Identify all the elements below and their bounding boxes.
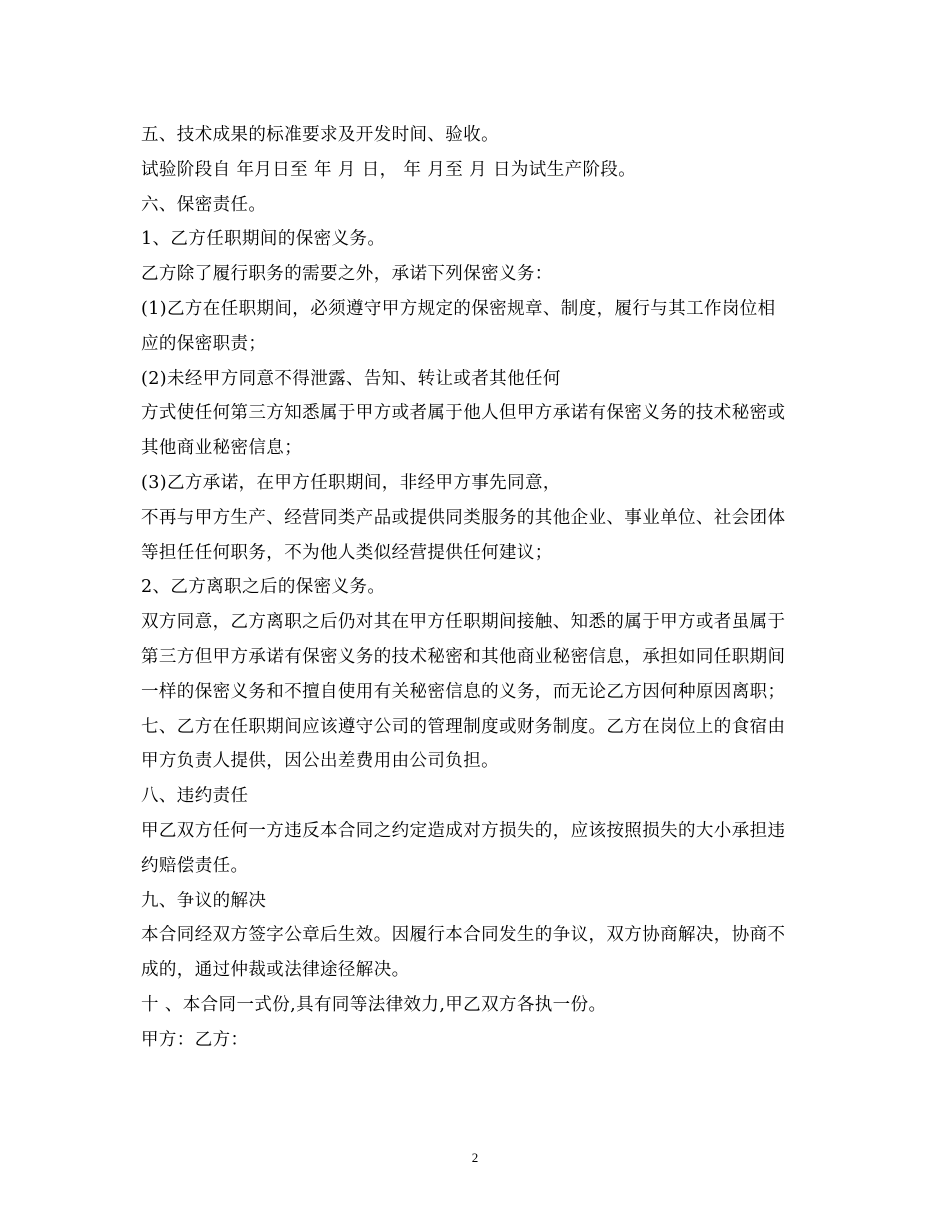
- page-number: 2: [471, 1150, 479, 1165]
- section-heading: 八、违约责任: [141, 786, 249, 807]
- text-line: 其他商业秘密信息；: [141, 438, 303, 459]
- text-line: 第三方但甲方承诺有保密义务的技术秘密和其他商业秘密信息，承担如同任职期间: [141, 646, 786, 667]
- text-line: 2、乙方离职之后的保密义务。: [141, 577, 386, 598]
- text-line: 方式使任何第三方知悉属于甲方或者属于他人但甲方承诺有保密义务的技术秘密或: [141, 403, 786, 424]
- text-line: (1)乙方在任职期间，必须遵守甲方规定的保密规章、制度，履行与其工作岗位相: [141, 298, 776, 319]
- text-line: (3)乙方承诺，在甲方任职期间，非经甲方事先同意，: [141, 472, 561, 493]
- text-line: 不再与甲方生产、经营同类产品或提供同类服务的其他企业、事业单位、社会团体: [141, 507, 786, 528]
- text-line: 本合同经双方签字公章后生效。因履行本合同发生的争议，双方协商解决，协商不: [141, 925, 786, 946]
- text-line: (2)未经甲方同意不得泄露、告知、转让或者其他任何: [141, 368, 561, 389]
- text-line: 试验阶段自 年月日至 年 月 日， 年 月至 月 日为试生产阶段。: [141, 159, 637, 180]
- text-line: 十 、本合同一式份,具有同等法律效力,甲乙双方各执一份。: [141, 994, 607, 1015]
- text-line: 等担任任何职务，不为他人类似经营提供任何建议；: [141, 542, 553, 563]
- text-line: 甲乙双方任何一方违反本合同之约定造成对方损失的，应该按照损失的大小承担违: [141, 820, 786, 841]
- text-line: 成的，通过仲裁或法律途径解决。: [141, 960, 410, 981]
- text-line: 一样的保密义务和不擅自使用有关秘密信息的义务，而无论乙方因何种原因离职；: [141, 681, 786, 702]
- text-line: 约赔偿责任。: [141, 855, 249, 876]
- section-heading: 六、保密责任。: [141, 194, 267, 215]
- signature-line: 甲方：乙方：: [141, 1029, 249, 1050]
- text-line: 五、技术成果的标准要求及开发时间、验收。: [141, 125, 499, 145]
- text-line: 甲方负责人提供，因公出差费用由公司负担。: [141, 751, 499, 772]
- section-heading: 九、争议的解决: [141, 890, 267, 911]
- document-body: [141, 118, 821, 1058]
- text-line: 乙方除了履行职务的需要之外，承诺下列保密义务：: [141, 264, 553, 285]
- text-line: 双方同意，乙方离职之后仍对其在甲方任职期间接触、知悉的属于甲方或者虽属于: [141, 612, 786, 633]
- text-line: 应的保密职责；: [141, 333, 267, 354]
- text-line: 七、乙方在任职期间应该遵守公司的管理制度或财务制度。乙方在岗位上的食宿由: [141, 716, 786, 737]
- text-line: 1、乙方任职期间的保密义务。: [141, 229, 386, 250]
